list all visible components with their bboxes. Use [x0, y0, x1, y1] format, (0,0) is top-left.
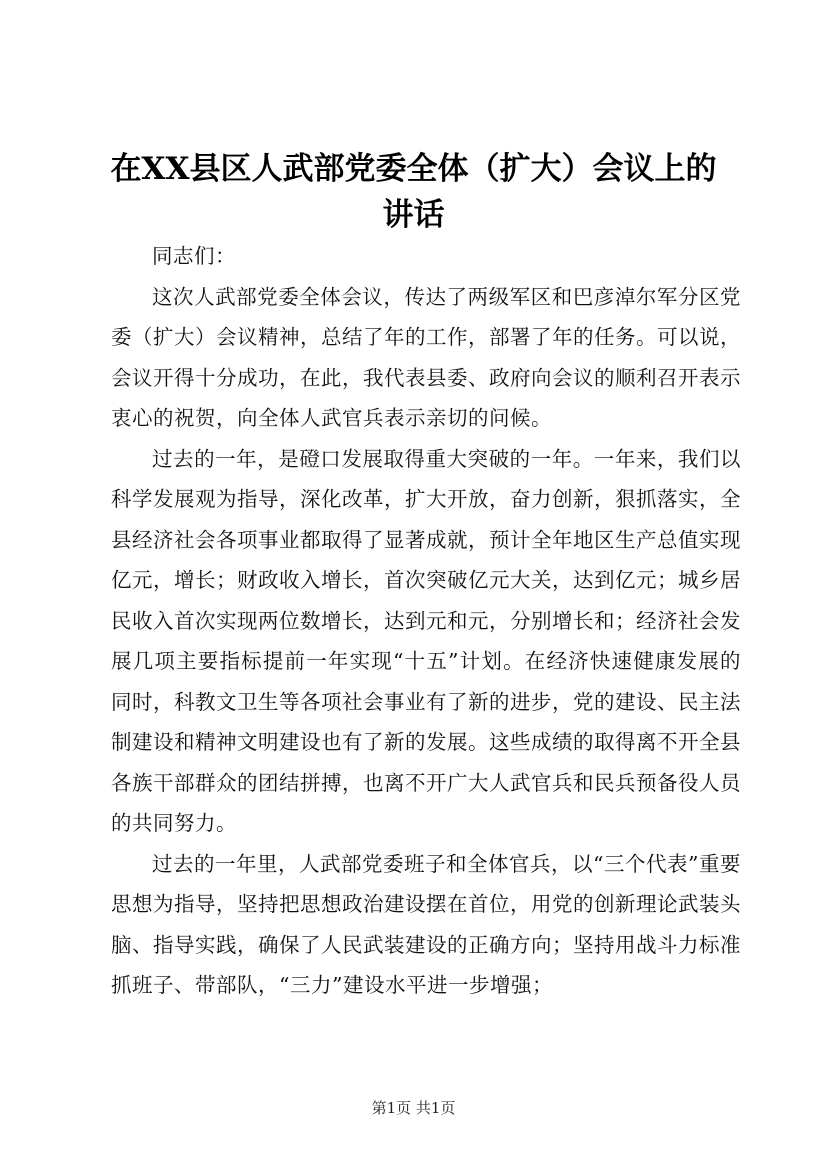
document-body	[111, 236, 741, 1006]
paragraph-3: 过去的一年里，人武部党委班子和全体官兵，以“三个代表”重要思想为指导，坚持把思想政治建设摆在首位，用党的创新理论武装头脑、指导实践，确保了人民武装建设的正确方向；坚持用战斗力标准抓班子、带部队，“三力”建设水平进一步增强；	[111, 851, 741, 997]
document-title-line1: 在XX县区人武部党委全体（扩大）会议上的	[110, 151, 717, 187]
document-title-line2: 讲话	[382, 197, 445, 233]
paragraph-1: 这次人武部党委全体会议，传达了两级军区和巴彦淖尔军分区党委（扩大）会议精神，总结了年的工作，部署了年的任务。可以说，会议开得十分成功，在此，我代表县委、政府向会议的顺利召开表示衷心的祝贺，向全体人武官兵表示亲切的问候。	[111, 284, 741, 430]
page-footer: 第1页 共1页	[371, 1099, 456, 1117]
paragraph-2: 过去的一年，是磴口发展取得重大突破的一年。一年来，我们以科学发展观为指导，深化改革，扩大开放，奋力创新，狠抓落实，全县经济社会各项事业都取得了显著成就，预计全年地区生产总值实现亿元，增长；财政收入增长，首次突破亿元大关，达到亿元；城乡居民收入首次实现两位数增长，达到元和元，分别增长和；经济社会发展几项主要指标提前一年实现“十五”计划。在经济快速健康发展的同时，科教文卫生等各项社会事业有了新的进步，党的建设、民主法制建设和精神文明建设也有了新的发展。这些成绩的取得离不开全县各族干部群众的团结拼搏，也离不开广大人武官兵和民兵预备役人员的共同努力。	[111, 446, 741, 835]
salutation: 同志们：	[152, 244, 236, 268]
